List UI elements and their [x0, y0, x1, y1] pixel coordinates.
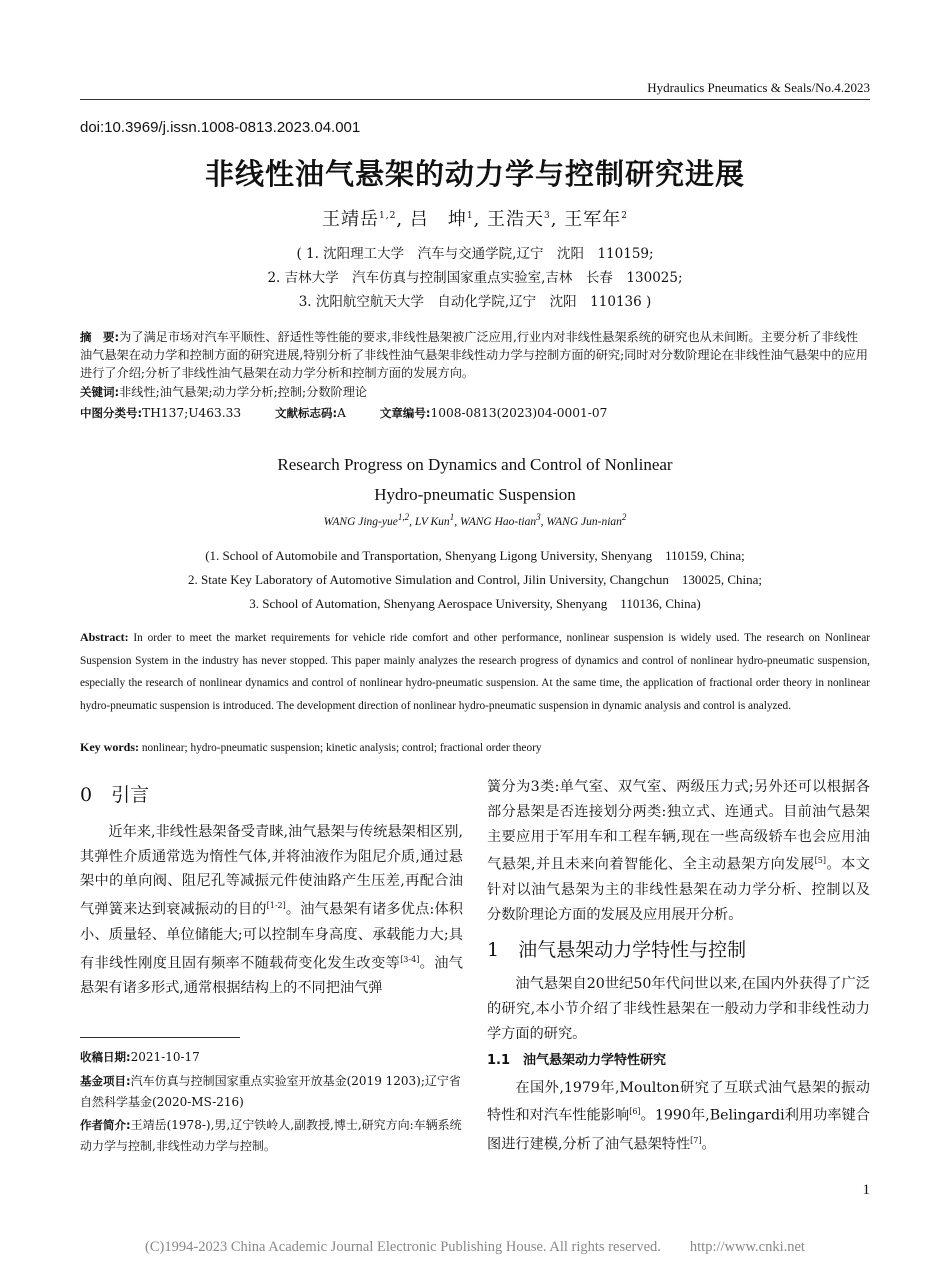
affiliation-cn-1: ( 1. 沈阳理工大学 汽车与交通学院,辽宁 沈阳 110159;	[296, 246, 654, 262]
footnote-author	[80, 1115, 463, 1156]
author-cn: 王靖岳	[322, 209, 380, 230]
abstract-en-label: Abstract:	[80, 630, 129, 644]
abstract-en-text: In order to meet the market requirements for vehicle ride comfort and other performance, nonlinear suspension is widely used. The research on Nonlinear Suspension System in the industry has never stopped. This paper mainly analyzes the research progress of dynamics and control of nonlinear hydro-pneumatic suspension, especially the research of nonlinear dynamics and control of nonlinear hydro-pneumatic suspension. At the same time, the application of fractional order theory in nonlinear hydro-pneumatic suspension is introduced. The development direction of nonlinear hydro-pneumatic suspension in dynamic analysis and control is analyzed.	[80, 632, 870, 712]
keywords-cn	[80, 383, 870, 401]
abstract-cn	[80, 328, 870, 382]
article-no-label: 文章编号:	[379, 406, 431, 420]
received-label: 收稿日期:	[80, 1050, 131, 1064]
journal-header: Hydraulics Pneumatics & Seals/No.4.2023	[647, 80, 870, 95]
author-sup: 1,2	[397, 512, 410, 522]
section-1-1-heading: 1.1 油气悬架动力学特性研究	[487, 1052, 667, 1068]
authors-cn: 王靖岳$^{1,2}$, 吕 坤$^1$, 王浩天$^3$, 王军年$^2$	[322, 209, 628, 230]
citation[interactable]: [3-4]	[400, 954, 420, 964]
paragraph: 在国外,1979年,Moulton研究了互联式油气悬架的振动特性和对汽车性能影响[6]。1990年,Belingardi利用功率键合图进行建模,分析了油气悬架特性[7]。	[487, 1079, 870, 1153]
affiliation-en-3: 3. School of Automation, Shenyang Aerospace University, Shenyang 110136, China)	[249, 596, 701, 611]
section-1-heading: 1 油气悬架动力学特性与控制	[487, 938, 747, 961]
keywords-cn-text: 非线性;油气悬架;动力学分析;控制;分数阶理论	[119, 385, 368, 399]
doc-code-label: 文献标志码:	[275, 406, 338, 420]
citation[interactable]: [7]	[690, 1135, 702, 1145]
affiliation-cn-3: 3. 沈阳航空航天大学 自动化学院,辽宁 沈阳 110136 )	[298, 294, 652, 310]
classification-line	[80, 404, 870, 422]
keywords-en	[80, 736, 870, 760]
left-column	[80, 775, 463, 1001]
footnote-rule	[80, 1037, 240, 1038]
citation[interactable]: [6]	[629, 1107, 641, 1117]
citation[interactable]: [1-2]	[266, 901, 286, 911]
title-en-line-1: Research Progress on Dynamics and Control of Nonlinear	[277, 455, 673, 474]
author-cn: 王军年	[564, 209, 622, 230]
citation[interactable]: [5]	[814, 856, 826, 866]
footnote-received	[80, 1047, 463, 1068]
clc-label: 中图分类号:	[80, 406, 143, 420]
abstract-cn-text: 为了满足市场对汽车平顺性、舒适性等性能的要求,非线性悬架被广泛应用,行业内对非线性悬架系统的研究也从未间断。主要分析了非线性油气悬架在动力学和控制方面的研究进展,特别分析了非线性油气悬架非线性动力学与控制方面的研究;同时对分数阶理论在非线性油气悬架中的应用进行了介绍;分析了非线性油气悬架在动力学分析和控制方面的发展方向。	[80, 330, 868, 380]
article-no-value: 1008-0813(2023)04-0001-07	[430, 406, 608, 420]
footnote-fund	[80, 1071, 463, 1112]
author-cn: 吕 坤	[409, 209, 467, 230]
author-sup: 1	[466, 211, 474, 221]
copyright-watermark: (C)1994-2023 China Academic Journal Electronic Publishing House. All rights reserved. http://www.cnki.net	[145, 1239, 805, 1255]
header-rule	[80, 99, 870, 100]
author-bio-text: 王靖岳(1978-),男,辽宁铁岭人,副教授,博士,研究方向:车辆系统动力学与控制,非线性动力学与控制。	[80, 1118, 462, 1153]
author-sup: 1,2	[379, 211, 397, 221]
paragraph: 近年来,非线性悬架备受青睐,油气悬架与传统悬架相区别,其弹性介质通常选为惰性气体,并将油液作为阻尼介质,通过悬架中的单向阀、阻尼孔等减振元件使油路产生压差,再配合油气弹簧来达到衰减振动的目的[1-2]。油气悬架有诸多优点:体积小、质量轻、单位储能大;可以控制车身高度、承载能力大;具有非线性刚度且固有频率不随载荷变化发生改变等[3-4]。油气悬架有诸多形式,通常根据结构上的不同把油气弹	[80, 823, 463, 997]
title-en	[0, 450, 950, 510]
title-en-line-2: Hydro-pneumatic Suspension	[374, 485, 576, 504]
author-en: LV Kun	[414, 515, 450, 528]
author-sup: 1	[449, 512, 455, 522]
keywords-cn-label: 关键词:	[80, 385, 120, 399]
abstract-cn-label: 摘 要:	[80, 330, 120, 344]
author-sup: 2	[621, 512, 627, 522]
author-en: WANG Hao-tian	[459, 515, 537, 528]
doi-line[interactable]: doi:10.3969/j.issn.1008-0813.2023.04.001	[80, 119, 361, 136]
author-bio-label: 作者简介:	[80, 1118, 131, 1132]
right-column	[487, 775, 870, 1157]
page-number: 1	[862, 1182, 870, 1198]
abstract-en	[80, 626, 870, 717]
author-en: WANG Jun-nian	[546, 515, 622, 528]
section-0-heading: 0 引言	[80, 784, 150, 806]
author-sup: 2	[621, 211, 628, 221]
fund-text: 汽车仿真与控制国家重点实验室开放基金(2019 1203);辽宁省自然科学基金(2020-MS-216)	[80, 1074, 461, 1109]
title-cn: 非线性油气悬架的动力学与控制研究进展	[204, 157, 745, 191]
doc-code-value: A	[337, 406, 346, 420]
affiliation-en-1: (1. School of Automobile and Transportation, Shenyang Ligong University, Shenyang 110159, China;	[205, 548, 745, 563]
paragraph: 油气悬架自20世纪50年代问世以来,在国内外获得了广泛的研究,本小节介绍了非线性悬架在一般动力学和非线性动力学方面的研究。	[487, 976, 870, 1042]
authors-en: WANG Jing-yue$^{1,2}$, LV Kun$^1$, WANG Hao-tian$^3$, WANG Jun-nian$^2$	[323, 512, 627, 528]
received-date: 2021-10-17	[130, 1050, 200, 1064]
author-en: WANG Jing-yue	[323, 515, 398, 528]
author-sup: 3	[544, 211, 551, 221]
author-sup: 3	[536, 512, 541, 522]
paragraph: 簧分为3类:单气室、双气室、两级压力式;另外还可以根据各部分悬架是否连接划分两类:独立式、连通式。目前油气悬架主要应用于军用车和工程车辆,现在一些高级轿车也会应用油气悬架,并且未来向着智能化、全主动悬架方向发展[5]。本文针对以油气悬架为主的非线性悬架在动力学分析、控制以及分数阶理论方面的发展及应用展开分析。	[487, 779, 870, 923]
fund-label: 基金项目:	[80, 1074, 131, 1088]
affiliation-en-2: 2. State Key Laboratory of Automotive Simulation and Control, Jilin University, Changchun 130025, China;	[188, 572, 762, 587]
clc-value: TH137;U463.33	[142, 406, 242, 420]
author-cn: 王浩天	[487, 209, 545, 230]
keywords-en-label: Key words:	[80, 740, 139, 754]
affiliation-cn-2: 2. 吉林大学 汽车仿真与控制国家重点实验室,吉林 长春 130025;	[267, 270, 683, 286]
keywords-en-text: nonlinear; hydro-pneumatic suspension; kinetic analysis; control; fractional order theory	[141, 742, 542, 754]
